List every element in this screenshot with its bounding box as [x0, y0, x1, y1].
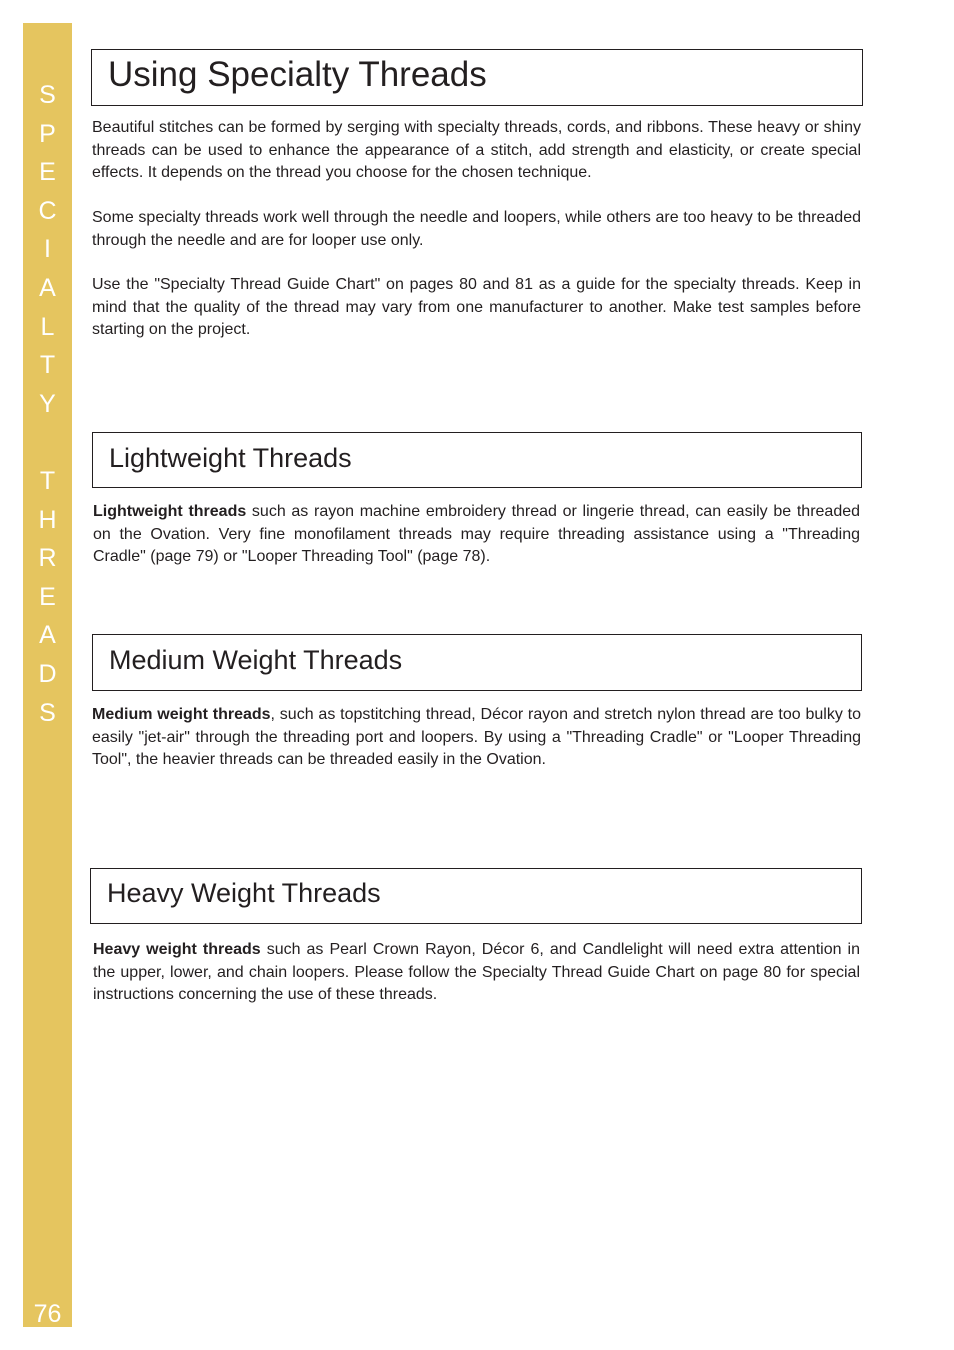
medium-heading-box	[92, 634, 862, 691]
heavy-heading: Heavy Weight Threads	[107, 878, 381, 908]
side-tab-letter: A	[39, 273, 56, 302]
lightweight-paragraph	[93, 501, 860, 569]
intro-paragraph-2: Some specialty threads work well through the needle and loopers, while others are too heavy to be threaded through the needle and are for looper use only.	[92, 209, 861, 249]
side-tab-letter: T	[39, 351, 56, 380]
side-tab-letter	[23, 423, 72, 462]
side-tab-letter: H	[38, 505, 57, 534]
intro-paragraph-3: Use the "Specialty Thread Guide Chart" on pages 80 and 81 as a guide for the specialty threads. Keep in mind that the quality of the thread may vary from one manufacturer to another. Make test samples before starting on the project.	[92, 276, 861, 338]
page-title-box	[91, 49, 863, 106]
side-tab-letter: E	[39, 158, 56, 187]
side-tab-letter: E	[39, 582, 56, 611]
side-tab-letter: S	[39, 698, 56, 727]
heavy-body-text: such as Pearl Crown Rayon, Décor 6, and Candlelight will need extra attention in the upper, lower, and chain loopers. Please follow the Specialty Thread Guide Chart on page 80 for special instructions concerning the use of these threads.	[93, 941, 861, 1003]
side-section-tab	[23, 23, 72, 1327]
medium-body-text: , such as topstitching thread, Décor rayon and stretch nylon thread are too bulky to easily "jet-air" through the threading port and loopers. By using a "Threading Cradle" or "Looper Threading Tool", the heavier threads can be threaded easily in the Ovation.	[92, 706, 862, 768]
side-tab-letter: D	[38, 659, 57, 688]
lightweight-heading-box	[92, 432, 862, 488]
page-number: 76	[33, 1300, 62, 1328]
side-tab-letter: I	[44, 235, 51, 264]
heavy-paragraph	[93, 939, 860, 1007]
heavy-heading-box	[90, 868, 862, 924]
side-tab-letter: A	[39, 621, 56, 650]
side-tab-letter: S	[39, 81, 56, 109]
lightweight-heading: Lightweight Threads	[109, 443, 352, 473]
side-tab-letter: C	[38, 196, 57, 225]
side-tab-letter: R	[38, 544, 57, 573]
lightweight-lead-term: Lightweight threads	[93, 503, 247, 520]
side-tab-vertical-label	[23, 76, 72, 732]
medium-paragraph	[92, 704, 861, 772]
medium-lead-term: Medium weight threads	[92, 706, 271, 723]
side-tab-letter: T	[39, 466, 56, 495]
medium-heading: Medium Weight Threads	[109, 645, 403, 675]
intro-paragraph-1: Beautiful stitches can be formed by serging with specialty threads, cords, and ribbons. These heavy or shiny threads can be used to enhance the appearance of a stitch, add strength and elasticity, or create special effects. It depends on the thread you choose for the chosen technique.	[92, 119, 861, 181]
side-tab-letter: P	[39, 119, 56, 148]
lightweight-body-text: such as rayon machine embroidery thread or lingerie thread, can easily be threaded on the Ovation. Very fine monofilament threads may require threading assistance using a "Threading Cradle" (page 79) or "Looper Threading Tool" (page 78).	[93, 503, 861, 565]
heavy-lead-term: Heavy weight threads	[93, 941, 261, 958]
page-title: Using Specialty Threads	[108, 55, 487, 94]
side-tab-letter: L	[40, 312, 55, 341]
side-tab-letter: Y	[39, 389, 56, 418]
